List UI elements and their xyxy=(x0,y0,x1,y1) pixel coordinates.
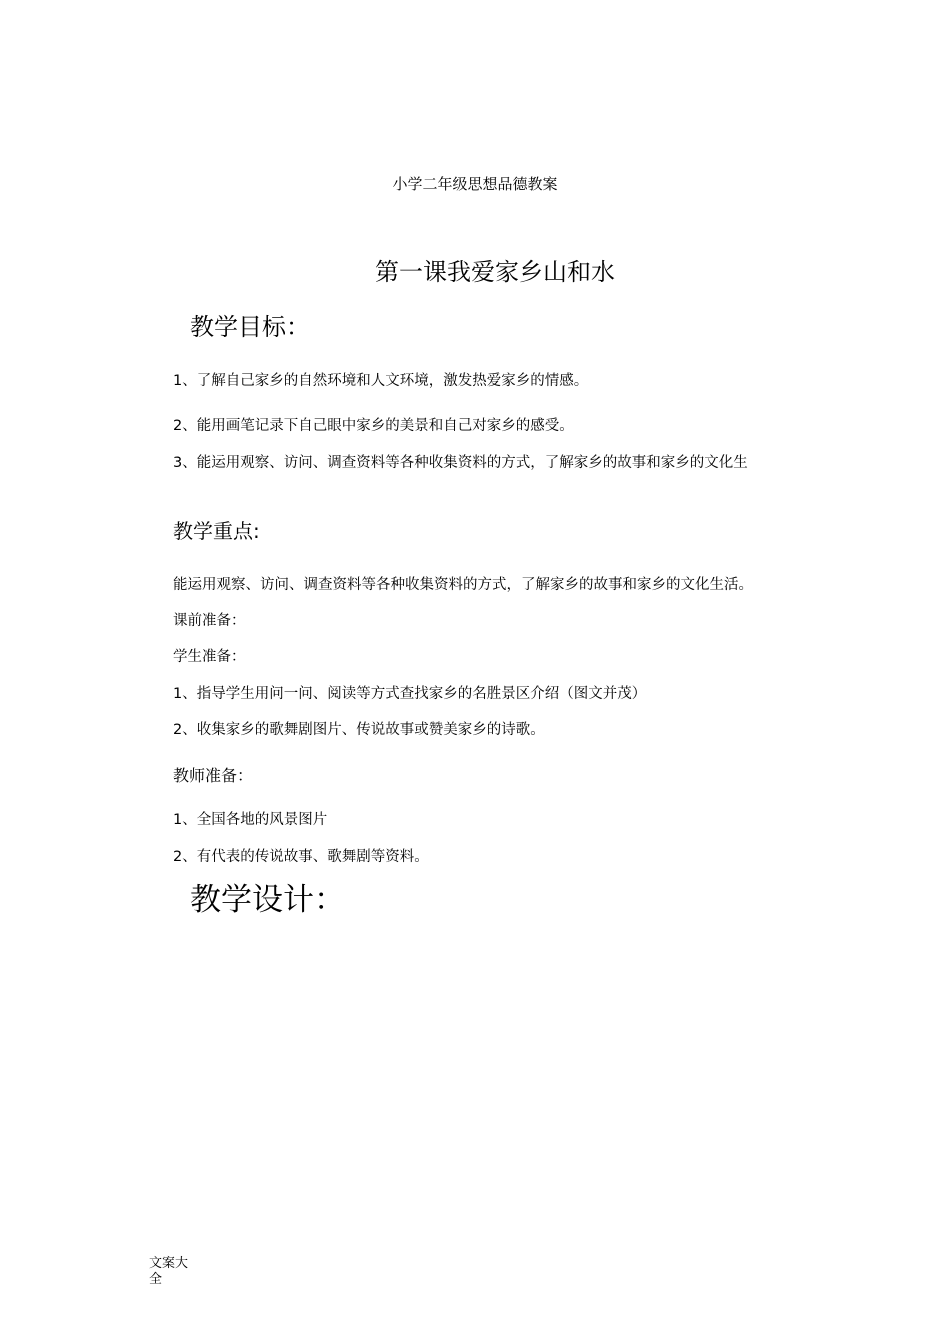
design-heading: 教学设计： xyxy=(190,882,345,918)
teacher-prep-item-1: 1、全国各地的风景图片 xyxy=(173,812,328,828)
goal-item-2: 2、能用画笔记录下自己眼中家乡的美景和自己对家乡的感受。 xyxy=(173,418,574,434)
prep-heading: 课前准备： xyxy=(173,613,246,629)
student-prep-item-2: 2、收集家乡的歌舞剧图片、传说故事或赞美家乡的诗歌。 xyxy=(173,722,545,738)
goal-item-3: 3、能运用观察、访问、调查资料等各种收集资料的方式，了解家乡的故事和家乡的文化生 xyxy=(173,455,748,471)
focus-heading: 教学重点: xyxy=(173,519,260,543)
focus-text: 能运用观察、访问、调查资料等各种收集资料的方式，了解家乡的故事和家乡的文化生活。 xyxy=(173,577,753,593)
student-prep-heading: 学生准备： xyxy=(173,649,246,665)
lesson-title: 第一课我爱家乡山和水 xyxy=(375,258,615,286)
teacher-prep-heading: 教师准备： xyxy=(173,766,254,785)
footer-text: 文案大全 xyxy=(149,1256,189,1287)
document-header: 小学二年级思想品德教案 xyxy=(392,175,558,193)
goals-heading: 教学目标： xyxy=(190,313,310,341)
student-prep-item-1: 1、指导学生用问一问、阅读等方式查找家乡的名胜景区介绍（图文并茂） xyxy=(173,686,647,702)
teacher-prep-item-2: 2、有代表的传说故事、歌舞剧等资料。 xyxy=(173,849,429,865)
goal-item-1: 1、了解自己家乡的自然环境和人文环境，激发热爱家乡的情感。 xyxy=(173,373,589,389)
